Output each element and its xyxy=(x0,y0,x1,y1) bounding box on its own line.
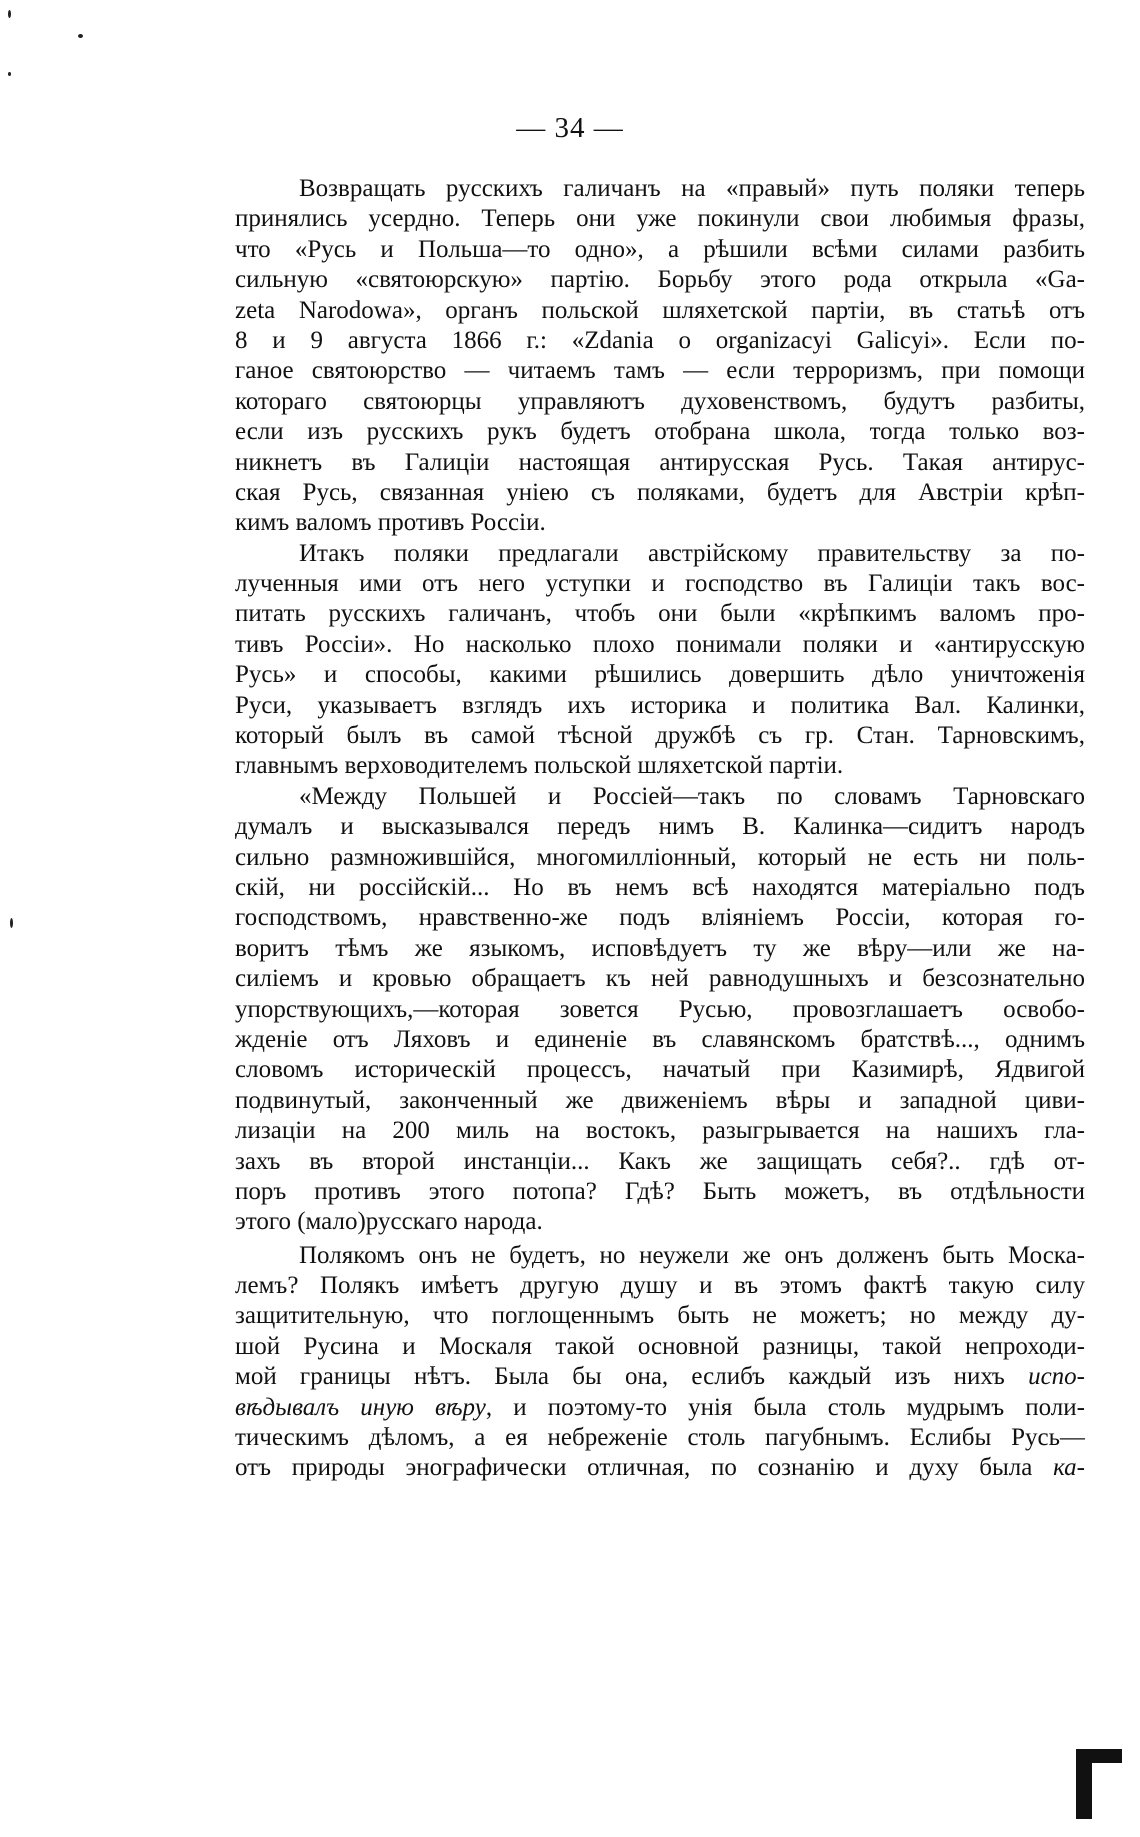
text-line: 8 и 9 августа 1866 г.: «Zdania o organizacyi Galicyi». Если по- xyxy=(235,326,1085,354)
text-line: главнымъ верховодителемъ польской шляхетской партіи. xyxy=(235,752,844,780)
text-line: воритъ тѣмъ же языкомъ, исповѣдуетъ ту же вѣру—или же на- xyxy=(235,934,1085,962)
text-fragment: мой границы нѣтъ. Была бы она, еслибъ каждый изъ нихъ xyxy=(235,1363,1029,1391)
text-line: лизаціи на 200 миль на востокъ, разыгрывается на нашихъ гла- xyxy=(235,1117,1085,1145)
text-line: шой Русина и Москаля такой основной разницы, такой непроходи- xyxy=(235,1332,1085,1360)
page-number: — 34 — xyxy=(516,112,624,144)
text-line: защитительную, что поглощеннымъ быть не можетъ; но между ду- xyxy=(235,1302,1085,1330)
text-line xyxy=(235,1393,1085,1423)
italic-fragment: ка- xyxy=(1053,1454,1085,1482)
text-line: кимъ валомъ противъ Россіи. xyxy=(235,509,546,537)
text-line: думалъ и высказывался передъ нимъ В. Калинка—сидитъ народъ xyxy=(235,813,1085,841)
text-line: Итакъ поляки предлагали австрійскому правительству за по- xyxy=(299,539,1085,567)
text-line: господствомъ, нравственно-же подъ вліяніемъ Россіи, которая го- xyxy=(235,904,1085,932)
body-text xyxy=(235,174,1085,1484)
text-line: zeta Narodowa», органъ польской шляхетской партіи, въ статьѣ отъ xyxy=(235,296,1085,324)
scan-speck xyxy=(78,34,83,38)
text-line: сильно размножившійся, многомилліонный, который не есть ни поль- xyxy=(235,843,1085,871)
italic-fragment: испо- xyxy=(1028,1363,1085,1391)
text-line: упорствующихъ,—которая зовется Русью, провозглашаетъ освобо- xyxy=(235,995,1085,1023)
text-fragment: отъ природы энографически отличная, по сознанію и духу была xyxy=(235,1454,1054,1482)
text-line: сильную «святоюрскую» партію. Борьбу этого рода открыла «Ga- xyxy=(235,266,1085,294)
text-line: скій, ни россійскій... Но въ немъ всѣ находятся матеріально подъ xyxy=(235,873,1085,901)
scan-corner-mark xyxy=(1076,1749,1122,1819)
text-line: поръ противъ этого потопа? Гдѣ? Быть можетъ, въ отдѣльности xyxy=(235,1177,1085,1205)
text-line: словомъ историческій процессъ, начатый при Казимирѣ, Ядвигой xyxy=(235,1056,1085,1084)
text-line: тивъ Россіи». Но насколько плохо понимали поляки и «антирусскую xyxy=(235,630,1085,658)
scan-speck xyxy=(8,10,11,18)
text-line: если изъ русскихъ рукъ будетъ отобрана школа, тогда только воз- xyxy=(235,418,1085,446)
text-line xyxy=(235,1362,1085,1392)
italic-fragment: вѣдывалъ иную вѣру xyxy=(235,1393,486,1421)
text-line: никнетъ въ Галиціи настоящая антирусская Русь. Такая антирус- xyxy=(235,448,1085,476)
text-line: ская Русь, связанная уніею съ поляками, будетъ для Австріи крѣп- xyxy=(235,478,1085,506)
scan-speck xyxy=(10,918,13,928)
text-line: что «Русь и Польша—то одно», а рѣшили всѣми силами разбить xyxy=(235,235,1085,263)
text-line: жденіе отъ Ляховъ и единеніе въ славянскомъ братствѣ..., однимъ xyxy=(235,1025,1085,1053)
text-line: «Между Польшей и Россіей—такъ по словамъ Тарновскаго xyxy=(299,782,1085,810)
text-line: ганое святоюрство — читаемъ тамъ — если терроризмъ, при помощи xyxy=(235,357,1085,385)
text-line: Полякомъ онъ не будетъ, но неужели же онъ долженъ быть Моска- xyxy=(299,1241,1085,1269)
text-line: тическимъ дѣломъ, а ея небреженіе столь пагубнымъ. Еслибы Русь— xyxy=(235,1424,1085,1452)
scan-speck xyxy=(8,72,11,76)
text-line: Русь» и способы, какими рѣшились довершить дѣло уничтоженія xyxy=(235,661,1085,689)
text-line: принялись усердно. Теперь они уже покинули свои любимыя фразы, xyxy=(235,205,1085,233)
text-line: Руси, указываетъ взглядъ ихъ историка и политика Вал. Калинки, xyxy=(235,691,1085,719)
text-line: лученныя ими отъ него уступки и господство въ Галиціи такъ вос- xyxy=(235,570,1085,598)
text-line: Возвращать русскихъ галичанъ на «правый» путь поляки теперь xyxy=(299,175,1085,202)
text-line: этого (мало)русскаго народа. xyxy=(235,1208,543,1236)
text-line: котораго святоюрцы управляютъ духовенствомъ, будутъ разбиты, xyxy=(235,387,1085,415)
text-line: который былъ въ самой тѣсной дружбѣ съ гр. Стан. Тарновскимъ, xyxy=(235,722,1085,750)
text-line: лемъ? Полякъ имѣетъ другую душу и въ этомъ фактѣ такую силу xyxy=(235,1272,1085,1300)
text-line: подвинутый, законченный же движеніемъ вѣры и западной циви- xyxy=(235,1086,1085,1114)
text-line: захъ въ второй инстанціи... Какъ же защищать себя?.. гдѣ от- xyxy=(235,1147,1085,1175)
text-line xyxy=(235,1453,1085,1483)
text-fragment: , и поэтому-то унія была столь мудрымъ поли- xyxy=(485,1393,1085,1421)
text-line: силіемъ и кровью обращаетъ къ ней равнодушныхъ и безсознательно xyxy=(235,965,1085,993)
text-line: питать русскихъ галичанъ, чтобъ они были «крѣпкимъ валомъ про- xyxy=(235,600,1085,628)
